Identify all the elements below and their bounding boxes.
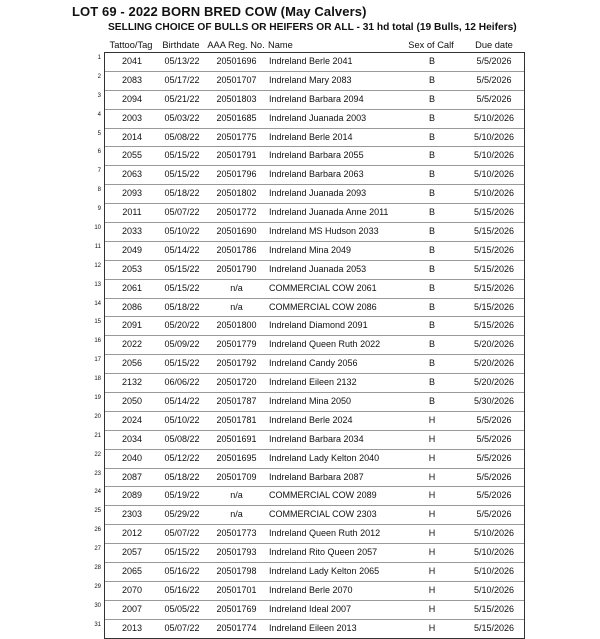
cell-tattoo: 2014 bbox=[121, 131, 143, 142]
table-body bbox=[94, 52, 525, 639]
header-due-date: Due date bbox=[475, 40, 513, 50]
cell-sex-of-calf: H bbox=[428, 452, 436, 463]
cell-tattoo: 2050 bbox=[121, 396, 143, 407]
table-row bbox=[94, 223, 524, 241]
cell-reg-no: 20501707 bbox=[216, 74, 257, 85]
cell-birthdate: 05/15/22 bbox=[164, 282, 200, 293]
cell-sex-of-calf: H bbox=[428, 528, 436, 539]
row-number: 1 bbox=[97, 55, 101, 61]
cell-sex-of-calf: H bbox=[428, 622, 436, 633]
cell-tattoo: 2055 bbox=[121, 150, 143, 161]
cell-due-date: 5/20/2026 bbox=[473, 377, 515, 388]
table-row bbox=[94, 431, 524, 449]
row-number: 31 bbox=[94, 621, 101, 628]
row-number: 16 bbox=[94, 338, 101, 345]
cell-birthdate: 05/12/22 bbox=[164, 452, 200, 463]
cell-name: Indreland Juanada 2053 bbox=[269, 263, 367, 274]
cell-reg-no: n/a bbox=[230, 282, 243, 293]
cell-due-date: 5/15/2026 bbox=[473, 244, 515, 255]
table-row bbox=[97, 72, 524, 90]
row-number: 14 bbox=[94, 300, 101, 307]
cell-due-date: 5/15/2026 bbox=[473, 226, 515, 237]
cell-reg-no: 20501772 bbox=[216, 207, 257, 218]
cell-reg-no: 20501793 bbox=[216, 547, 257, 558]
table-row bbox=[97, 53, 524, 71]
row-number: 4 bbox=[97, 111, 101, 118]
table-row bbox=[97, 147, 524, 165]
cell-birthdate: 05/19/22 bbox=[164, 490, 200, 501]
cell-name: Indreland Juanada 2093 bbox=[269, 188, 367, 199]
cell-due-date: 5/20/2026 bbox=[473, 358, 515, 369]
cell-birthdate: 05/14/22 bbox=[164, 396, 200, 407]
cell-due-date: 5/10/2026 bbox=[473, 150, 515, 161]
cell-due-date: 5/10/2026 bbox=[473, 547, 515, 558]
cell-tattoo: 2003 bbox=[121, 112, 143, 123]
cell-reg-no: 20501775 bbox=[216, 131, 257, 142]
cell-birthdate: 05/10/22 bbox=[164, 226, 200, 237]
cell-sex-of-calf: H bbox=[428, 471, 436, 482]
cell-due-date: 5/5/2026 bbox=[476, 490, 512, 501]
row-number: 22 bbox=[94, 451, 101, 458]
header-reg-no: AAA Reg. No. bbox=[207, 40, 265, 50]
cell-name: Indreland Barbara 2034 bbox=[269, 433, 364, 444]
cell-birthdate: 05/15/22 bbox=[164, 169, 200, 180]
cell-birthdate: 05/15/22 bbox=[164, 150, 200, 161]
cell-name: Indreland Berle 2014 bbox=[269, 131, 353, 142]
cell-due-date: 5/5/2026 bbox=[476, 93, 512, 104]
row-number: 28 bbox=[94, 565, 101, 572]
row-number: 6 bbox=[97, 149, 101, 156]
cell-due-date: 5/5/2026 bbox=[476, 414, 512, 425]
cell-sex-of-calf: B bbox=[428, 282, 435, 293]
cell-tattoo: 2024 bbox=[121, 414, 143, 425]
cell-reg-no: 20501701 bbox=[216, 584, 257, 595]
cell-reg-no: 20501798 bbox=[216, 566, 257, 577]
cell-birthdate: 06/06/22 bbox=[164, 377, 200, 388]
cell-birthdate: 05/08/22 bbox=[164, 433, 200, 444]
cell-sex-of-calf: B bbox=[428, 188, 435, 199]
row-number: 25 bbox=[94, 508, 101, 515]
cell-sex-of-calf: B bbox=[428, 226, 435, 237]
cell-sex-of-calf: B bbox=[428, 301, 435, 312]
cell-reg-no: 20501773 bbox=[216, 528, 257, 539]
cell-birthdate: 05/18/22 bbox=[164, 188, 200, 199]
cell-name: Indreland Barbara 2063 bbox=[269, 169, 364, 180]
table-row bbox=[94, 299, 524, 317]
row-number: 19 bbox=[94, 395, 101, 402]
cell-name: Indreland Queen Ruth 2022 bbox=[269, 339, 381, 350]
cell-due-date: 5/5/2026 bbox=[476, 74, 512, 85]
cell-tattoo: 2049 bbox=[121, 244, 143, 255]
table-row bbox=[97, 185, 524, 203]
row-number: 20 bbox=[94, 413, 101, 420]
cell-sex-of-calf: H bbox=[428, 547, 436, 558]
cell-tattoo: 2007 bbox=[121, 603, 143, 614]
lot-subtitle: SELLING CHOICE OF BULLS OR HEIFERS OR ALL - 31 hd total (19 Bulls, 12 Heifers) bbox=[108, 22, 517, 33]
cell-reg-no: 20501774 bbox=[216, 622, 257, 633]
row-number: 11 bbox=[94, 243, 101, 250]
row-number: 27 bbox=[94, 546, 101, 553]
cell-tattoo: 2063 bbox=[121, 169, 143, 180]
cell-sex-of-calf: B bbox=[428, 169, 435, 180]
cell-name: Indreland Juanada Anne 2011 bbox=[269, 207, 389, 218]
cell-birthdate: 05/17/22 bbox=[164, 74, 200, 85]
row-number: 7 bbox=[97, 168, 101, 175]
table-row bbox=[97, 166, 524, 184]
header-birthdate: Birthdate bbox=[162, 40, 200, 50]
cell-due-date: 5/5/2026 bbox=[476, 433, 512, 444]
cell-reg-no: 20501779 bbox=[216, 339, 257, 350]
cell-name: COMMERCIAL COW 2061 bbox=[269, 282, 377, 293]
cell-tattoo: 2013 bbox=[121, 622, 143, 633]
cell-sex-of-calf: H bbox=[428, 584, 436, 595]
cell-birthdate: 05/14/22 bbox=[164, 244, 200, 255]
cell-tattoo: 2041 bbox=[121, 56, 143, 66]
table-row bbox=[97, 110, 524, 128]
cell-reg-no: 20501792 bbox=[216, 358, 257, 369]
cell-name: Indreland Barbara 2087 bbox=[269, 471, 364, 482]
cell-tattoo: 2083 bbox=[121, 74, 143, 85]
cell-birthdate: 05/15/22 bbox=[164, 358, 200, 369]
row-number: 29 bbox=[94, 583, 101, 590]
table-row bbox=[94, 601, 524, 619]
cell-tattoo: 2040 bbox=[121, 452, 143, 463]
row-number: 5 bbox=[97, 130, 101, 137]
cell-due-date: 5/30/2026 bbox=[473, 396, 515, 407]
cell-tattoo: 2061 bbox=[121, 282, 143, 293]
cell-name: Indreland Eileen 2013 bbox=[269, 622, 357, 633]
cell-birthdate: 05/05/22 bbox=[164, 603, 200, 614]
cell-birthdate: 05/09/22 bbox=[164, 339, 200, 350]
table-row bbox=[94, 450, 524, 468]
cell-reg-no: 20501709 bbox=[216, 471, 257, 482]
row-number: 2 bbox=[97, 73, 101, 80]
cell-name: Indreland MS Hudson 2033 bbox=[269, 226, 379, 237]
cell-reg-no: n/a bbox=[230, 490, 243, 501]
cell-reg-no: 20501790 bbox=[216, 263, 257, 274]
cell-reg-no: 20501720 bbox=[216, 377, 257, 388]
table-header bbox=[0, 38, 600, 52]
cell-name: Indreland Juanada 2003 bbox=[269, 112, 367, 123]
cell-name: Indreland Rito Queen 2057 bbox=[269, 547, 378, 558]
cell-birthdate: 05/07/22 bbox=[164, 528, 200, 539]
cell-name: Indreland Mina 2049 bbox=[269, 244, 352, 255]
cell-birthdate: 05/07/22 bbox=[164, 622, 200, 633]
cell-tattoo: 2132 bbox=[121, 377, 143, 388]
cell-sex-of-calf: H bbox=[428, 603, 436, 614]
table-row bbox=[94, 280, 524, 298]
row-number: 17 bbox=[94, 357, 101, 364]
row-number: 10 bbox=[94, 225, 101, 232]
header-sex-of-calf: Sex of Calf bbox=[408, 40, 454, 50]
table-row bbox=[94, 525, 524, 543]
cell-due-date: 5/10/2026 bbox=[473, 131, 515, 142]
header-name: Name bbox=[268, 40, 293, 50]
cell-name: Indreland Ideal 2007 bbox=[269, 603, 352, 614]
cell-reg-no: 20501781 bbox=[216, 414, 257, 425]
cell-name: Indreland Berle 2070 bbox=[269, 584, 353, 595]
row-number: 26 bbox=[94, 527, 101, 534]
cell-reg-no: 20501691 bbox=[216, 433, 257, 444]
cell-sex-of-calf: B bbox=[428, 339, 435, 350]
cell-sex-of-calf: H bbox=[428, 509, 436, 520]
row-number: 21 bbox=[94, 432, 101, 439]
table-row bbox=[94, 412, 524, 430]
cell-tattoo: 2091 bbox=[121, 320, 143, 331]
cell-sex-of-calf: B bbox=[428, 358, 435, 369]
cell-due-date: 5/15/2026 bbox=[473, 282, 515, 293]
cell-sex-of-calf: B bbox=[428, 244, 435, 255]
cell-tattoo: 2022 bbox=[121, 339, 143, 350]
cell-sex-of-calf: B bbox=[428, 74, 435, 85]
cell-birthdate: 05/20/22 bbox=[164, 320, 200, 331]
row-number: 23 bbox=[94, 470, 101, 477]
cell-name: COMMERCIAL COW 2086 bbox=[269, 301, 377, 312]
cell-due-date: 5/10/2026 bbox=[473, 584, 515, 595]
cell-tattoo: 2053 bbox=[121, 263, 143, 274]
cell-tattoo: 2057 bbox=[121, 547, 143, 558]
cell-tattoo: 2065 bbox=[121, 566, 143, 577]
table-row bbox=[94, 261, 524, 279]
row-number: 15 bbox=[94, 319, 101, 326]
cell-birthdate: 05/16/22 bbox=[164, 584, 200, 595]
cell-tattoo: 2086 bbox=[121, 301, 143, 312]
cell-birthdate: 05/03/22 bbox=[164, 112, 200, 123]
cell-reg-no: 20501695 bbox=[216, 452, 257, 463]
table-row bbox=[94, 374, 524, 392]
cell-reg-no: 20501787 bbox=[216, 396, 257, 407]
cell-due-date: 5/5/2026 bbox=[476, 56, 512, 66]
table-row bbox=[94, 469, 524, 487]
row-number: 8 bbox=[97, 187, 101, 194]
cell-due-date: 5/15/2026 bbox=[473, 263, 515, 274]
cell-due-date: 5/15/2026 bbox=[473, 301, 515, 312]
cell-due-date: 5/15/2026 bbox=[473, 622, 515, 633]
cell-due-date: 5/10/2026 bbox=[473, 112, 515, 123]
table-row bbox=[94, 242, 524, 260]
table-row bbox=[94, 506, 524, 524]
cell-birthdate: 05/15/22 bbox=[164, 547, 200, 558]
cell-due-date: 5/10/2026 bbox=[473, 566, 515, 577]
cell-due-date: 5/15/2026 bbox=[473, 320, 515, 331]
cell-sex-of-calf: B bbox=[428, 207, 435, 218]
cell-due-date: 5/15/2026 bbox=[473, 207, 515, 218]
table-row bbox=[97, 91, 524, 109]
cell-sex-of-calf: B bbox=[428, 396, 435, 407]
cell-sex-of-calf: H bbox=[428, 490, 436, 501]
cell-tattoo: 2034 bbox=[121, 433, 143, 444]
cell-name: Indreland Berle 2041 bbox=[269, 56, 353, 66]
cell-name: Indreland Lady Kelton 2040 bbox=[269, 452, 380, 463]
table-row bbox=[94, 393, 524, 411]
cell-reg-no: 20501800 bbox=[216, 320, 257, 331]
header-tattoo: Tattoo/Tag bbox=[109, 40, 153, 50]
cell-tattoo: 2033 bbox=[121, 226, 143, 237]
cell-name: COMMERCIAL COW 2089 bbox=[269, 490, 377, 501]
row-number: 24 bbox=[94, 489, 101, 496]
cell-sex-of-calf: B bbox=[428, 131, 435, 142]
cell-birthdate: 05/18/22 bbox=[164, 301, 200, 312]
row-number: 30 bbox=[94, 602, 101, 609]
cell-reg-no: 20501796 bbox=[216, 169, 257, 180]
cell-tattoo: 2303 bbox=[121, 509, 143, 520]
table-row bbox=[97, 129, 524, 147]
cell-tattoo: 2093 bbox=[121, 188, 143, 199]
row-number: 9 bbox=[97, 206, 101, 213]
cell-name: Indreland Berle 2024 bbox=[269, 414, 353, 425]
table-row bbox=[94, 563, 524, 581]
table-row bbox=[97, 204, 524, 222]
table-row bbox=[94, 317, 524, 335]
cell-due-date: 5/10/2026 bbox=[473, 188, 515, 199]
cell-name: Indreland Barbara 2055 bbox=[269, 150, 364, 161]
cell-birthdate: 05/16/22 bbox=[164, 566, 200, 577]
cell-reg-no: 20501802 bbox=[216, 188, 257, 199]
cell-birthdate: 05/21/22 bbox=[164, 93, 200, 104]
cell-reg-no: 20501786 bbox=[216, 244, 257, 255]
cell-name: COMMERCIAL COW 2303 bbox=[269, 509, 377, 520]
cell-reg-no: 20501685 bbox=[216, 112, 257, 123]
cell-birthdate: 05/13/22 bbox=[164, 56, 200, 66]
table-row bbox=[94, 620, 524, 638]
cell-tattoo: 2087 bbox=[121, 471, 143, 482]
cell-birthdate: 05/10/22 bbox=[164, 414, 200, 425]
lot-title: LOT 69 - 2022 BORN BRED COW (May Calvers) bbox=[72, 4, 367, 19]
cell-sex-of-calf: B bbox=[428, 93, 435, 104]
cell-tattoo: 2094 bbox=[121, 93, 143, 104]
cell-due-date: 5/20/2026 bbox=[473, 339, 515, 350]
cell-name: Indreland Queen Ruth 2012 bbox=[269, 528, 381, 539]
cell-due-date: 5/15/2026 bbox=[473, 603, 515, 614]
cell-reg-no: 20501803 bbox=[216, 93, 257, 104]
cell-name: Indreland Eileen 2132 bbox=[269, 377, 357, 388]
cell-sex-of-calf: B bbox=[428, 263, 435, 274]
cell-reg-no: n/a bbox=[230, 301, 243, 312]
cell-name: Indreland Diamond 2091 bbox=[269, 320, 368, 331]
table-row bbox=[94, 487, 524, 505]
cell-name: Indreland Barbara 2094 bbox=[269, 93, 364, 104]
cell-reg-no: 20501690 bbox=[216, 226, 257, 237]
cell-reg-no: n/a bbox=[230, 509, 243, 520]
table-row bbox=[94, 336, 524, 354]
cell-sex-of-calf: H bbox=[428, 566, 436, 577]
cow-table bbox=[0, 38, 600, 633]
cell-due-date: 5/5/2026 bbox=[476, 452, 512, 463]
cell-tattoo: 2089 bbox=[121, 490, 143, 501]
cell-due-date: 5/5/2026 bbox=[476, 509, 512, 520]
cell-name: Indreland Mary 2083 bbox=[269, 74, 352, 85]
cell-sex-of-calf: B bbox=[428, 377, 435, 388]
cell-tattoo: 2070 bbox=[121, 584, 143, 595]
cell-birthdate: 05/08/22 bbox=[164, 131, 200, 142]
cell-tattoo: 2012 bbox=[121, 528, 143, 539]
cell-sex-of-calf: H bbox=[428, 414, 436, 425]
cell-name: Indreland Mina 2050 bbox=[269, 396, 352, 407]
row-number: 13 bbox=[94, 281, 101, 288]
cell-tattoo: 2056 bbox=[121, 358, 143, 369]
cell-due-date: 5/5/2026 bbox=[476, 471, 512, 482]
cell-tattoo: 2011 bbox=[122, 207, 142, 218]
cell-sex-of-calf: H bbox=[428, 433, 436, 444]
row-number: 12 bbox=[94, 262, 101, 269]
cell-reg-no: 20501696 bbox=[216, 56, 257, 66]
cell-reg-no: 20501769 bbox=[216, 603, 257, 614]
cell-name: Indreland Lady Kelton 2065 bbox=[269, 566, 380, 577]
cell-due-date: 5/10/2026 bbox=[473, 169, 515, 180]
cell-birthdate: 05/07/22 bbox=[164, 207, 200, 218]
cell-reg-no: 20501791 bbox=[216, 150, 257, 161]
row-number: 18 bbox=[94, 376, 101, 383]
cell-sex-of-calf: B bbox=[428, 320, 435, 331]
cell-due-date: 5/10/2026 bbox=[473, 528, 515, 539]
cell-name: Indreland Candy 2056 bbox=[269, 358, 358, 369]
cell-sex-of-calf: B bbox=[428, 150, 435, 161]
cell-birthdate: 05/29/22 bbox=[164, 509, 200, 520]
table-row bbox=[94, 544, 524, 562]
cell-sex-of-calf: B bbox=[428, 56, 435, 66]
row-number: 3 bbox=[97, 92, 101, 99]
cell-birthdate: 05/15/22 bbox=[164, 263, 200, 274]
table-row bbox=[94, 355, 524, 373]
cell-sex-of-calf: B bbox=[428, 112, 435, 123]
cell-birthdate: 05/18/22 bbox=[164, 471, 200, 482]
table-row bbox=[94, 582, 524, 600]
